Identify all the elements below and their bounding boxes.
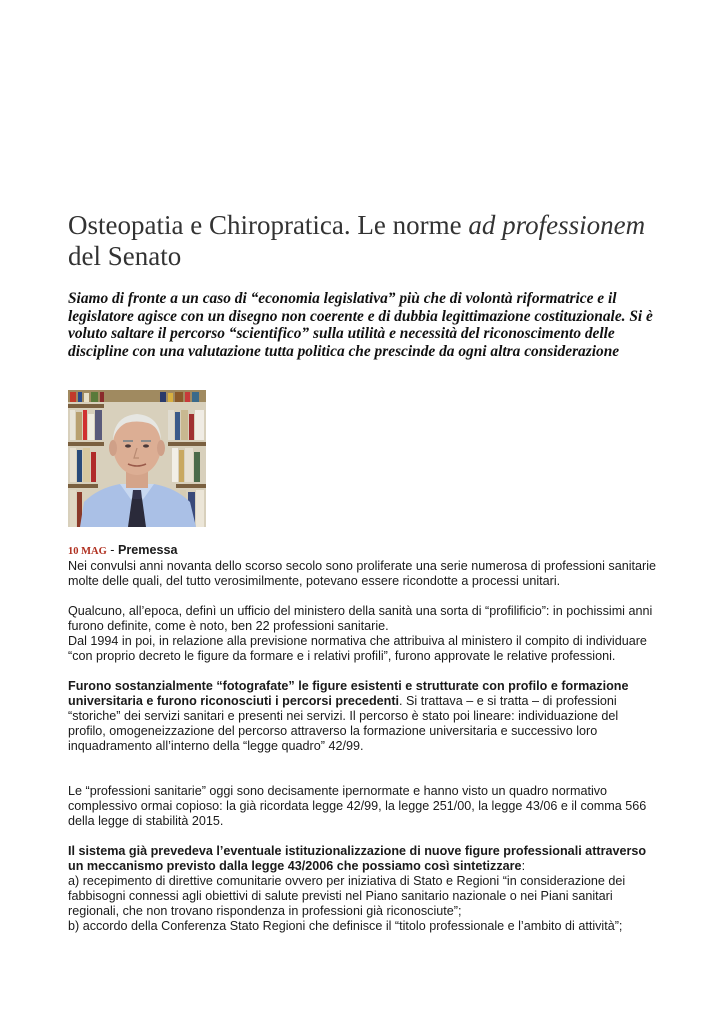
list-item-a: a) recepimento di direttive comunitarie ovvero per iniziativa di Stato e Regioni “in considerazione dei fabbisogni connessi agli obiettivi di salute previsti nel Piano sanitario nazionale o nei Piani sanitari regionali, che non trovano rispondenza in professioni già riconosciute”; xyxy=(68,874,626,918)
paragraph-5: Le “professioni sanitarie” oggi sono decisamente ipernormate e hanno visto un quadro normativo complessivo ormai copioso: la già ricordata legge 42/99, la legge 251/00, la legge 43/06 e il comma 566 della legge di stabilità 2015. xyxy=(68,784,647,828)
paragraph-6 xyxy=(68,844,658,874)
paragraph-1: Nei convulsi anni novanta dello scorso secolo sono proliferate una serie numerosa di professioni sanitarie molte delle quali, del tutto verosimilmente, potevano essere ricondotte a processi unitari. xyxy=(68,559,657,588)
paragraph-6-rest: : xyxy=(521,859,526,873)
title-text: Osteopatia e Chiropratica. Le norme xyxy=(68,210,469,240)
spacer xyxy=(68,769,658,784)
paragraph-2: Qualcuno, all’epoca, definì un ufficio del ministero della sanità una sorta di “profilificio”: in pochissimi anni furono definite, come è noto, ben 22 professioni sanitarie. xyxy=(68,604,653,633)
article-date: 10 MAG xyxy=(68,546,107,557)
article-body xyxy=(68,543,658,934)
author-photo xyxy=(68,390,206,527)
article-subtitle: Siamo di fronte a un caso di “economia legislativa” più che di volontà riformatrice e il legislatore agisce con un disegno non coerente e di dubbia legittimazione costituzionale. Si è voluto saltare il percorso “scientifico” sulla utilità e necessità del riconoscimento delle discipline con una valutazione tutta politica che prescinde da ogni altra considerazione xyxy=(68,290,653,360)
paragraph-4-rest: . Si trattava – e si tratta – di professioni “storiche” dei servizi sanitari e presenti nei servizi. Il percorso è stato poi lineare: individuazione del profilo, omogeneizzazione del percorso attraverso la formazione universitaria e successivo loro inquadramento all’interno della “legge quadro” 42/99. xyxy=(68,694,619,753)
paragraph-6-bold: Il sistema già prevedeva l’eventuale istituzionalizzazione di nuove figure professionali attraverso un meccanismo previsto dalla legge 43/2006 che possiamo così sintetizzare xyxy=(68,844,647,873)
section-heading: Premessa xyxy=(118,543,178,557)
paragraph-4-bold: Furono sostanzialmente “fotografate” le figure esistenti e strutturate con profilo e formazione universitaria e furono riconosciuti i percorsi precedenti xyxy=(68,679,629,708)
paragraph-3: Dal 1994 in poi, in relazione alla previsione normativa che attribuiva al ministero il compito di individuare “con proprio decreto le figure da formare e i relativi profili”, furono approvate le relative professioni. xyxy=(68,634,647,663)
article-title xyxy=(68,210,658,272)
title-italic-text: ad professionem xyxy=(468,210,646,240)
date-separator: - xyxy=(106,543,118,557)
list-item-b: b) accordo della Conferenza Stato Regioni che definisce il “titolo professionale e l’ambito di attività”; xyxy=(68,919,623,933)
title-text-end: del Senato xyxy=(68,241,182,271)
paragraph-4 xyxy=(68,679,658,754)
premessa-header xyxy=(68,543,658,559)
author-portrait-image xyxy=(68,390,206,527)
